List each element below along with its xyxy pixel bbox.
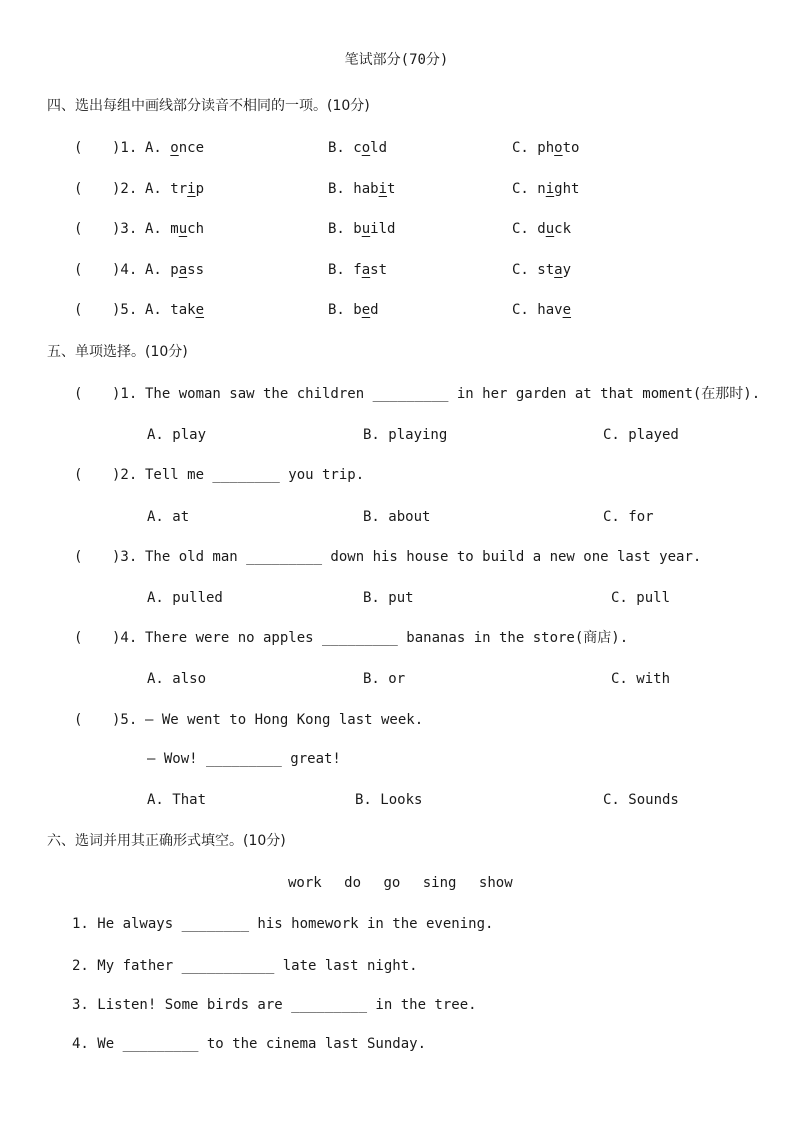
- option-a: A. pulled: [147, 590, 223, 606]
- option-c: [512, 261, 571, 279]
- question-number: )3.: [112, 549, 138, 565]
- word-part: i: [187, 181, 196, 197]
- option-letter: A.: [145, 181, 171, 197]
- question-paren: (: [74, 712, 83, 728]
- word-part: p: [170, 262, 179, 278]
- word-part: n: [537, 181, 546, 197]
- question-number: )2.: [112, 467, 138, 483]
- option-letter: C.: [512, 140, 538, 156]
- word-part: ght: [554, 181, 580, 197]
- question-text: The old man _________ down his house to build a new one last year.: [145, 549, 702, 565]
- question-number: )4.: [112, 262, 138, 278]
- question-number: )3.: [112, 221, 138, 237]
- word-part: a: [178, 262, 188, 278]
- option-b: B. or: [363, 671, 406, 687]
- word-part: m: [170, 221, 179, 237]
- fill-sentence: 3. Listen! Some birds are _________ in the tree.: [72, 997, 477, 1013]
- word-part: i: [378, 181, 388, 197]
- word-part: ild: [370, 221, 396, 237]
- question-paren: (: [74, 549, 83, 565]
- word-part: o: [554, 140, 563, 156]
- question-paren: (: [74, 221, 83, 237]
- word-bank-word: go: [383, 875, 401, 891]
- question-number: )1.: [112, 140, 138, 156]
- question-paren: (: [74, 262, 83, 278]
- option-letter: A.: [145, 140, 171, 156]
- word-part: ss: [187, 262, 205, 278]
- option-b: [328, 261, 387, 279]
- fill-sentence: 4. We _________ to the cinema last Sunday.: [72, 1036, 427, 1052]
- word-part: st: [370, 262, 388, 278]
- question-number: )4.: [112, 630, 138, 646]
- word-part: d: [370, 302, 379, 318]
- word-part: st: [537, 262, 555, 278]
- exam-title: 笔试部分(70分): [344, 52, 449, 68]
- word-part: tr: [170, 181, 188, 197]
- word-part: i: [545, 181, 555, 197]
- question-paren: (: [74, 467, 83, 483]
- option-letter: C.: [512, 221, 538, 237]
- word-part: c: [353, 140, 362, 156]
- word-part: hav: [537, 302, 563, 318]
- question-number: )5.: [112, 302, 138, 318]
- word-part: ck: [554, 221, 572, 237]
- word-part: f: [353, 262, 362, 278]
- option-a: [145, 180, 204, 198]
- word-part: o: [170, 140, 179, 156]
- fill-sentence: 2. My father ___________ late last night.: [72, 958, 418, 974]
- word-part: e: [195, 302, 205, 318]
- option-a: A. at: [147, 509, 190, 525]
- option-c: [512, 301, 571, 319]
- word-part: ph: [537, 140, 555, 156]
- option-b: B. put: [363, 590, 414, 606]
- section5-heading: 五、单项选择。(10分): [47, 344, 188, 360]
- option-a: [145, 139, 204, 157]
- option-c: [512, 220, 571, 238]
- option-a: A. That: [147, 792, 207, 808]
- word-part: e: [361, 302, 371, 318]
- section4-heading: 四、选出每组中画线部分读音不相同的一项。(10分): [47, 98, 370, 114]
- word-bank: [288, 874, 513, 892]
- option-c: [512, 139, 579, 157]
- option-a: A. play: [147, 427, 207, 443]
- word-part: to: [562, 140, 580, 156]
- option-letter: B.: [328, 140, 354, 156]
- option-c: C. pull: [611, 590, 671, 606]
- option-letter: C.: [512, 262, 538, 278]
- option-b: [328, 301, 379, 319]
- question-text: — Wow! _________ great!: [147, 751, 341, 767]
- option-c: C. Sounds: [603, 792, 679, 808]
- question-text: — We went to Hong Kong last week.: [145, 712, 424, 728]
- question-number: )5.: [112, 712, 138, 728]
- section6-heading: 六、选词并用其正确形式填空。(10分): [47, 833, 286, 849]
- question-number: )2.: [112, 181, 138, 197]
- option-b: [328, 220, 395, 238]
- option-c: C. for: [603, 509, 654, 525]
- option-b: B. playing: [363, 427, 448, 443]
- option-letter: A.: [145, 262, 171, 278]
- word-part: u: [545, 221, 555, 237]
- word-part: a: [554, 262, 563, 278]
- word-bank-word: do: [344, 875, 362, 891]
- fill-sentence: 1. He always ________ his homework in the evening.: [72, 916, 494, 932]
- word-part: tak: [170, 302, 196, 318]
- word-part: t: [387, 181, 396, 197]
- word-part: nce: [178, 140, 205, 156]
- option-letter: A.: [145, 221, 171, 237]
- option-b: [328, 180, 395, 198]
- word-bank-word: show: [478, 875, 513, 891]
- word-part: o: [361, 140, 371, 156]
- question-paren: (: [74, 630, 83, 646]
- word-part: b: [353, 302, 362, 318]
- word-part: ch: [187, 221, 205, 237]
- option-c: C. played: [603, 427, 679, 443]
- word-bank-word: work: [288, 875, 322, 891]
- option-b: B. about: [363, 509, 431, 525]
- question-paren: (: [74, 302, 83, 318]
- option-a: [145, 261, 204, 279]
- word-part: d: [537, 221, 546, 237]
- word-part: u: [178, 221, 188, 237]
- word-part: a: [361, 262, 371, 278]
- option-b: B. Looks: [355, 792, 423, 808]
- option-letter: B.: [328, 181, 354, 197]
- question-paren: (: [74, 386, 83, 402]
- word-part: b: [353, 221, 362, 237]
- question-text: Tell me ________ you trip.: [145, 467, 365, 483]
- question-text: The woman saw the children _________ in her garden at that moment(在那时).: [145, 386, 761, 402]
- word-part: y: [562, 262, 572, 278]
- word-part: e: [562, 302, 572, 318]
- option-c: [512, 180, 579, 198]
- option-c: C. with: [611, 671, 671, 687]
- word-part: u: [361, 221, 371, 237]
- option-letter: A.: [145, 302, 171, 318]
- option-a: A. also: [147, 671, 207, 687]
- question-number: )1.: [112, 386, 138, 402]
- word-part: hab: [353, 181, 379, 197]
- question-text: There were no apples _________ bananas in the store(商店).: [145, 630, 629, 646]
- question-paren: (: [74, 140, 83, 156]
- option-a: [145, 220, 204, 238]
- word-part: ld: [370, 140, 388, 156]
- option-letter: B.: [328, 262, 354, 278]
- question-paren: (: [74, 181, 83, 197]
- word-bank-word: sing: [422, 875, 457, 891]
- option-letter: C.: [512, 181, 538, 197]
- option-a: [145, 301, 204, 319]
- option-b: [328, 139, 387, 157]
- option-letter: C.: [512, 302, 538, 318]
- option-letter: B.: [328, 302, 354, 318]
- option-letter: B.: [328, 221, 354, 237]
- word-part: p: [195, 181, 205, 197]
